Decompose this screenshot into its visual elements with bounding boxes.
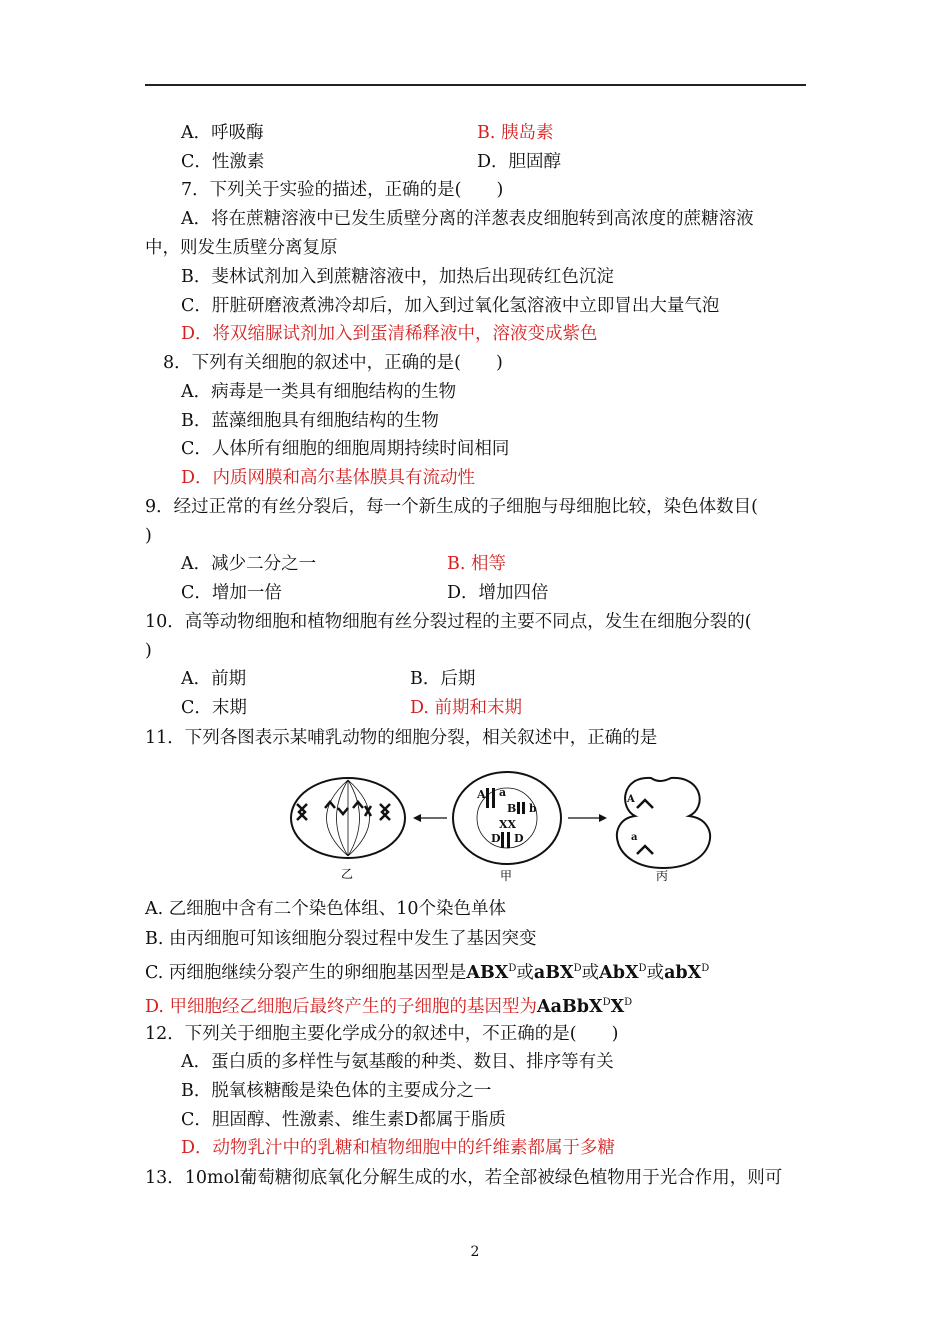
q12-stem: 12．下列关于细胞主要化学成分的叙述中，不正确的是( ) bbox=[145, 1024, 619, 1044]
q7-option-b: B．斐林试剂加入到蔗糖溶液中，加热后出现砖红色沉淀 bbox=[181, 267, 614, 287]
q10-option-a: A．前期 bbox=[181, 669, 247, 689]
q8-option-d-answer: D．内质网膜和高尔基体膜具有流动性 bbox=[181, 468, 476, 488]
q11-stem: 11．下列各图表示某哺乳动物的细胞分裂，相关叙述中，正确的是 bbox=[145, 728, 658, 748]
q7-stem: 7．下列关于实验的描述，正确的是( ) bbox=[181, 180, 504, 200]
q10-option-b: B．后期 bbox=[410, 669, 476, 689]
header-rule bbox=[145, 84, 806, 86]
q11-option-b: B. 由丙细胞可知该细胞分裂过程中发生了基因突变 bbox=[145, 929, 537, 949]
q11-option-d-answer: D. 甲细胞经乙细胞后最终产生的子细胞的基因型为$AaBbX^DX^D$ bbox=[145, 996, 633, 1017]
page-number: 2 bbox=[470, 1244, 480, 1260]
q9-stem-cont: ) bbox=[145, 526, 152, 546]
cell-bing bbox=[617, 778, 710, 868]
label-yi: 乙 bbox=[341, 867, 354, 881]
svg-text:b: b bbox=[529, 802, 537, 815]
q7-option-a-cont: 中，则发生质壁分离复原 bbox=[145, 238, 338, 258]
svg-text:A: A bbox=[477, 788, 486, 801]
label-jia: 甲 bbox=[500, 869, 513, 883]
svg-text:A: A bbox=[627, 794, 635, 805]
svg-text:XX: XX bbox=[499, 818, 517, 831]
q8-stem: 8．下列有关细胞的叙述中，正确的是( ) bbox=[163, 353, 503, 373]
svg-text:a: a bbox=[499, 786, 507, 799]
q11-option-c: C. 丙细胞继续分裂产生的卵细胞基因型是$ABX^D$或aBX$^D$或AbX$^D$或abX$^D$ bbox=[145, 962, 710, 983]
svg-text:a: a bbox=[631, 832, 638, 843]
q9-option-c: C．增加一倍 bbox=[181, 583, 282, 603]
q10-stem-cont: ) bbox=[145, 641, 152, 661]
q6-option-b-answer: B. 胰岛素 bbox=[477, 123, 554, 143]
q9-option-d: D．增加四倍 bbox=[447, 583, 549, 603]
q10-option-c: C．末期 bbox=[181, 698, 247, 718]
q8-option-c: C．人体所有细胞的细胞周期持续时间相同 bbox=[181, 439, 510, 459]
label-bing: 丙 bbox=[656, 869, 669, 883]
q6-option-d: D．胆固醇 bbox=[477, 152, 562, 172]
q9-stem: 9．经过正常的有丝分裂后，每一个新生成的子细胞与母细胞比较，染色体数目( bbox=[145, 497, 758, 517]
cell-yi bbox=[291, 778, 405, 858]
q12-option-b: B．脱氧核糖酸是染色体的主要成分之一 bbox=[181, 1081, 492, 1101]
q10-stem: 10．高等动物细胞和植物细胞有丝分裂过程的主要不同点，发生在细胞分裂的( bbox=[145, 612, 752, 632]
q12-option-c: C．胆固醇、性激素、维生素D都属于脂质 bbox=[181, 1110, 506, 1130]
q9-option-a: A．减少二分之一 bbox=[181, 554, 317, 574]
q13-stem: 13．10mol葡萄糖彻底氧化分解生成的水，若全部被绿色植物用于光合作用，则可 bbox=[145, 1168, 783, 1188]
q7-option-a: A．将在蔗糖溶液中已发生质壁分离的洋葱表皮细胞转到高浓度的蔗糖溶液 bbox=[181, 209, 754, 229]
svg-text:B: B bbox=[507, 802, 517, 815]
q8-option-a: A．病毒是一类具有细胞结构的生物 bbox=[181, 382, 457, 402]
q9-option-b-answer: B. 相等 bbox=[447, 554, 506, 574]
q12-option-a: A．蛋白质的多样性与氨基酸的种类、数目、排序等有关 bbox=[181, 1052, 614, 1072]
q12-option-d-answer: D．动物乳汁中的乳糖和植物细胞中的纤维素都属于多糖 bbox=[181, 1138, 616, 1158]
q7-option-c: C．肝脏研磨液煮沸冷却后，加入到过氧化氢溶液中立即冒出大量气泡 bbox=[181, 296, 720, 316]
svg-text:D: D bbox=[491, 832, 501, 845]
svg-text:D: D bbox=[514, 832, 524, 845]
q10-option-d-answer: D. 前期和末期 bbox=[410, 698, 523, 718]
q6-option-a: A．呼吸酶 bbox=[181, 123, 264, 143]
q6-option-c: C．性激素 bbox=[181, 152, 265, 172]
cell-division-figure bbox=[285, 768, 725, 883]
q8-option-b: B．蓝藻细胞具有细胞结构的生物 bbox=[181, 411, 439, 431]
q11-option-a: A. 乙细胞中含有二个染色体组、10个染色单体 bbox=[145, 899, 507, 919]
q7-option-d-answer: D．将双缩脲试剂加入到蛋清稀释液中，溶液变成紫色 bbox=[181, 324, 598, 344]
